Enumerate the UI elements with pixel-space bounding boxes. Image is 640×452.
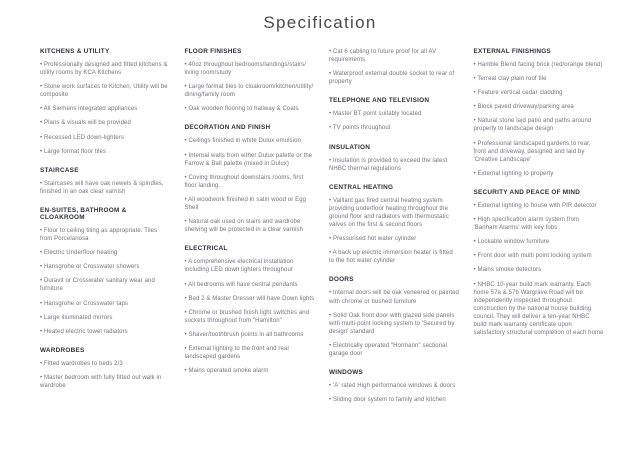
spec-item: • Bed 2 & Master Dresser will have Down lights [185,295,316,303]
spec-item: • Terreal clay plain roof tile [474,75,605,83]
spec-item: • Feature vertical cedar cladding [474,89,605,97]
spec-column-2 [185,48,316,410]
section-heading: TELEPHONE AND TELEVISION [329,97,430,105]
spec-item: • Chrome or brushed finish light switches and sockets throughout from "Hamilton" [185,309,316,325]
section-heading: SECURITY AND PEACE OF MIND [473,188,581,196]
spec-item: • Electric Underfloor heating [40,249,171,257]
spec-item: • Sliding door system to family and kitchen [329,396,460,404]
spec-item: • Shaver/toothbrush points in all bathrooms [185,331,316,339]
spec-column-3 [329,48,460,410]
section-heading: EXTERNAL FINISHINGS [473,48,551,55]
spec-section [40,207,171,336]
spec-item: • A back up electric immersion heater is fitted to the hot water cylinder [329,249,460,265]
spec-item: • Pressurised hot water cylinder [329,235,460,243]
columns-container [0,48,640,410]
spec-item: • Recessed LED down-lighters [40,134,171,142]
spec-column-1 [40,48,171,410]
section-heading: WINDOWS [329,369,364,377]
spec-item: • Duravit or Crosswater sanitary wear and furniture [40,277,171,293]
section-heading: WARDROBES [40,346,85,354]
spec-item: • Mains smoke detectors [474,266,605,274]
spec-section [474,48,605,178]
spec-item: • External lighting to the front and rear landscaped gardens [185,345,316,361]
spec-item: • NHBC 10-year build mark warranty. Each home 57a & 57b Wargrave Road will be independently inspected throughout construction by the national house building council. They will deliver a ten-year NHBC build mark warranty certificate upon satisfactory structural completion of each home [474,281,605,338]
section-heading: CENTRAL HEATING [329,183,394,191]
spec-section [40,167,171,196]
spec-item: • TV points throughout [329,124,460,132]
spec-item: • Front door with multi point locking system [474,252,605,260]
spec-section [329,369,460,404]
spec-section [329,144,460,173]
spec-item: • Staircases will have oak newels & spindles, finished in an oak clear varnish [40,180,171,196]
spec-section [329,97,460,132]
section-heading: DOORS [329,276,354,284]
spec-section [40,347,171,390]
spec-item: • Fitted wardrobes to beds 2/3 [40,360,171,368]
spec-section [329,184,460,266]
spec-item: • Stone work surfaces to Kitchen, Utility will be composite [40,83,171,99]
spec-item: • Natural oak used on stairs and wardrobe shelving will be protected in a clear varnish [185,218,316,234]
spec-item: • Professionally designed and fitted kitchens & utility rooms by KCA Kitchens [40,61,171,77]
spec-item: • Mains operated smoke alarm [185,367,316,375]
spec-item: • Natural stone laid patio and paths around property to landscape design [474,117,605,133]
section-heading: EN-SUITES, BATHROOM & CLOAKROOM [40,206,127,221]
spec-section [474,189,605,337]
spec-item: • Solid Oak front door with glazed side panels with multi-point locking system to 'Secured by design' standard [329,312,460,336]
spec-item: • Hansgrohe or Crosswater taps [40,300,171,308]
page-title: Specification [263,13,377,32]
spec-item: • Insulation is provided to exceed the latest NHBC thermal regulations [329,157,460,173]
spec-item: • External lighting to house with PIR detector [474,202,605,210]
spec-item: • 40oz throughout bedrooms/landings/stairs/ living room/study [185,61,316,77]
spec-item: • Floor to ceiling tiling as appropriate. Tiles from Porcelanosa [40,227,171,243]
section-heading: DECORATION AND FINISH [184,124,271,132]
section-heading: ELECTRICAL [184,245,228,253]
section-heading: STAIRCASE [40,166,79,174]
spec-section [329,48,460,86]
spec-item: • Cat 6 cabling to future proof for all AV requirements [329,48,460,64]
spec-item: • Large format floor tiles [40,148,171,156]
spec-item: • Vaillant gas fired central heating system providing underfloor heating throughout the ground floor and radiators with thermostatic valves on the first & second floors [329,197,460,229]
section-heading: KITCHENS & UTILITY [40,48,110,55]
spec-item: • Coving throughout downstairs rooms, first floor landing. [185,174,316,190]
spec-section [185,245,316,375]
spec-item: • Master bedroom with fully fitted out walk in wardrobe [40,374,171,390]
spec-section [185,48,316,113]
spec-item: • Hansgrohe or Crosswater showers [40,263,171,271]
spec-item: • Plans & visuals will be provided [40,119,171,127]
spec-item: • Oak wooden flooring to hallway & Coats [185,105,316,113]
spec-item: • Master BT point suitably located [329,110,460,118]
spec-item: • Professional landscaped gardens to rear, front and driveway, designed and laid by 'Creative Landscape' [474,140,605,164]
spec-section [329,276,460,358]
spec-section [40,48,171,156]
spec-item: • All bedrooms will have central pendants [185,281,316,289]
spec-item: • Waterproof external double socket to rear of property [329,70,460,86]
spec-item: • Large illuminated mirrors [40,314,171,322]
spec-item: • 'A' rated High performance windows & doors [329,382,460,390]
spec-item: • Hamble Blend facing brick (red/orange blend) [474,61,605,69]
spec-item: • All woodwork finished in satin wood or Egg Shell [185,196,316,212]
section-heading: FLOOR FINISHES [184,48,242,55]
spec-item: • High specification alarm system from 'Banham Alarms' with key fobs [474,216,605,232]
spec-item: • Internal doors will be oak veneered or painted with chrome or bushed furniture [329,289,460,305]
spec-column-4 [474,48,605,410]
spec-section [185,124,316,234]
section-heading: INSULATION [329,143,371,151]
spec-item: • All Siemens integrated appliances [40,105,171,113]
spec-item: • Ceilings finished in white Dulux emulsion [185,137,316,145]
spec-item: • Internal walls from either Dulux palette or the Farrow & Ball palette (mixed in Dulux) [185,152,316,168]
spec-item: • External lighting to property [474,170,605,178]
spec-item: • Block paved driveway/parking area [474,103,605,111]
spec-item: • Electrically operated "Hormann" sectional garage door [329,342,460,358]
spec-item: • Lockable window furniture [474,238,605,246]
spec-item: • A comprehensive electrical installation including LED down lighters throughout [185,258,316,274]
spec-item: • Large format tiles to cloakroom/kitchen/utility/ dining/family room [185,83,316,99]
spec-item: • Heated electric towel radiators [40,328,171,336]
